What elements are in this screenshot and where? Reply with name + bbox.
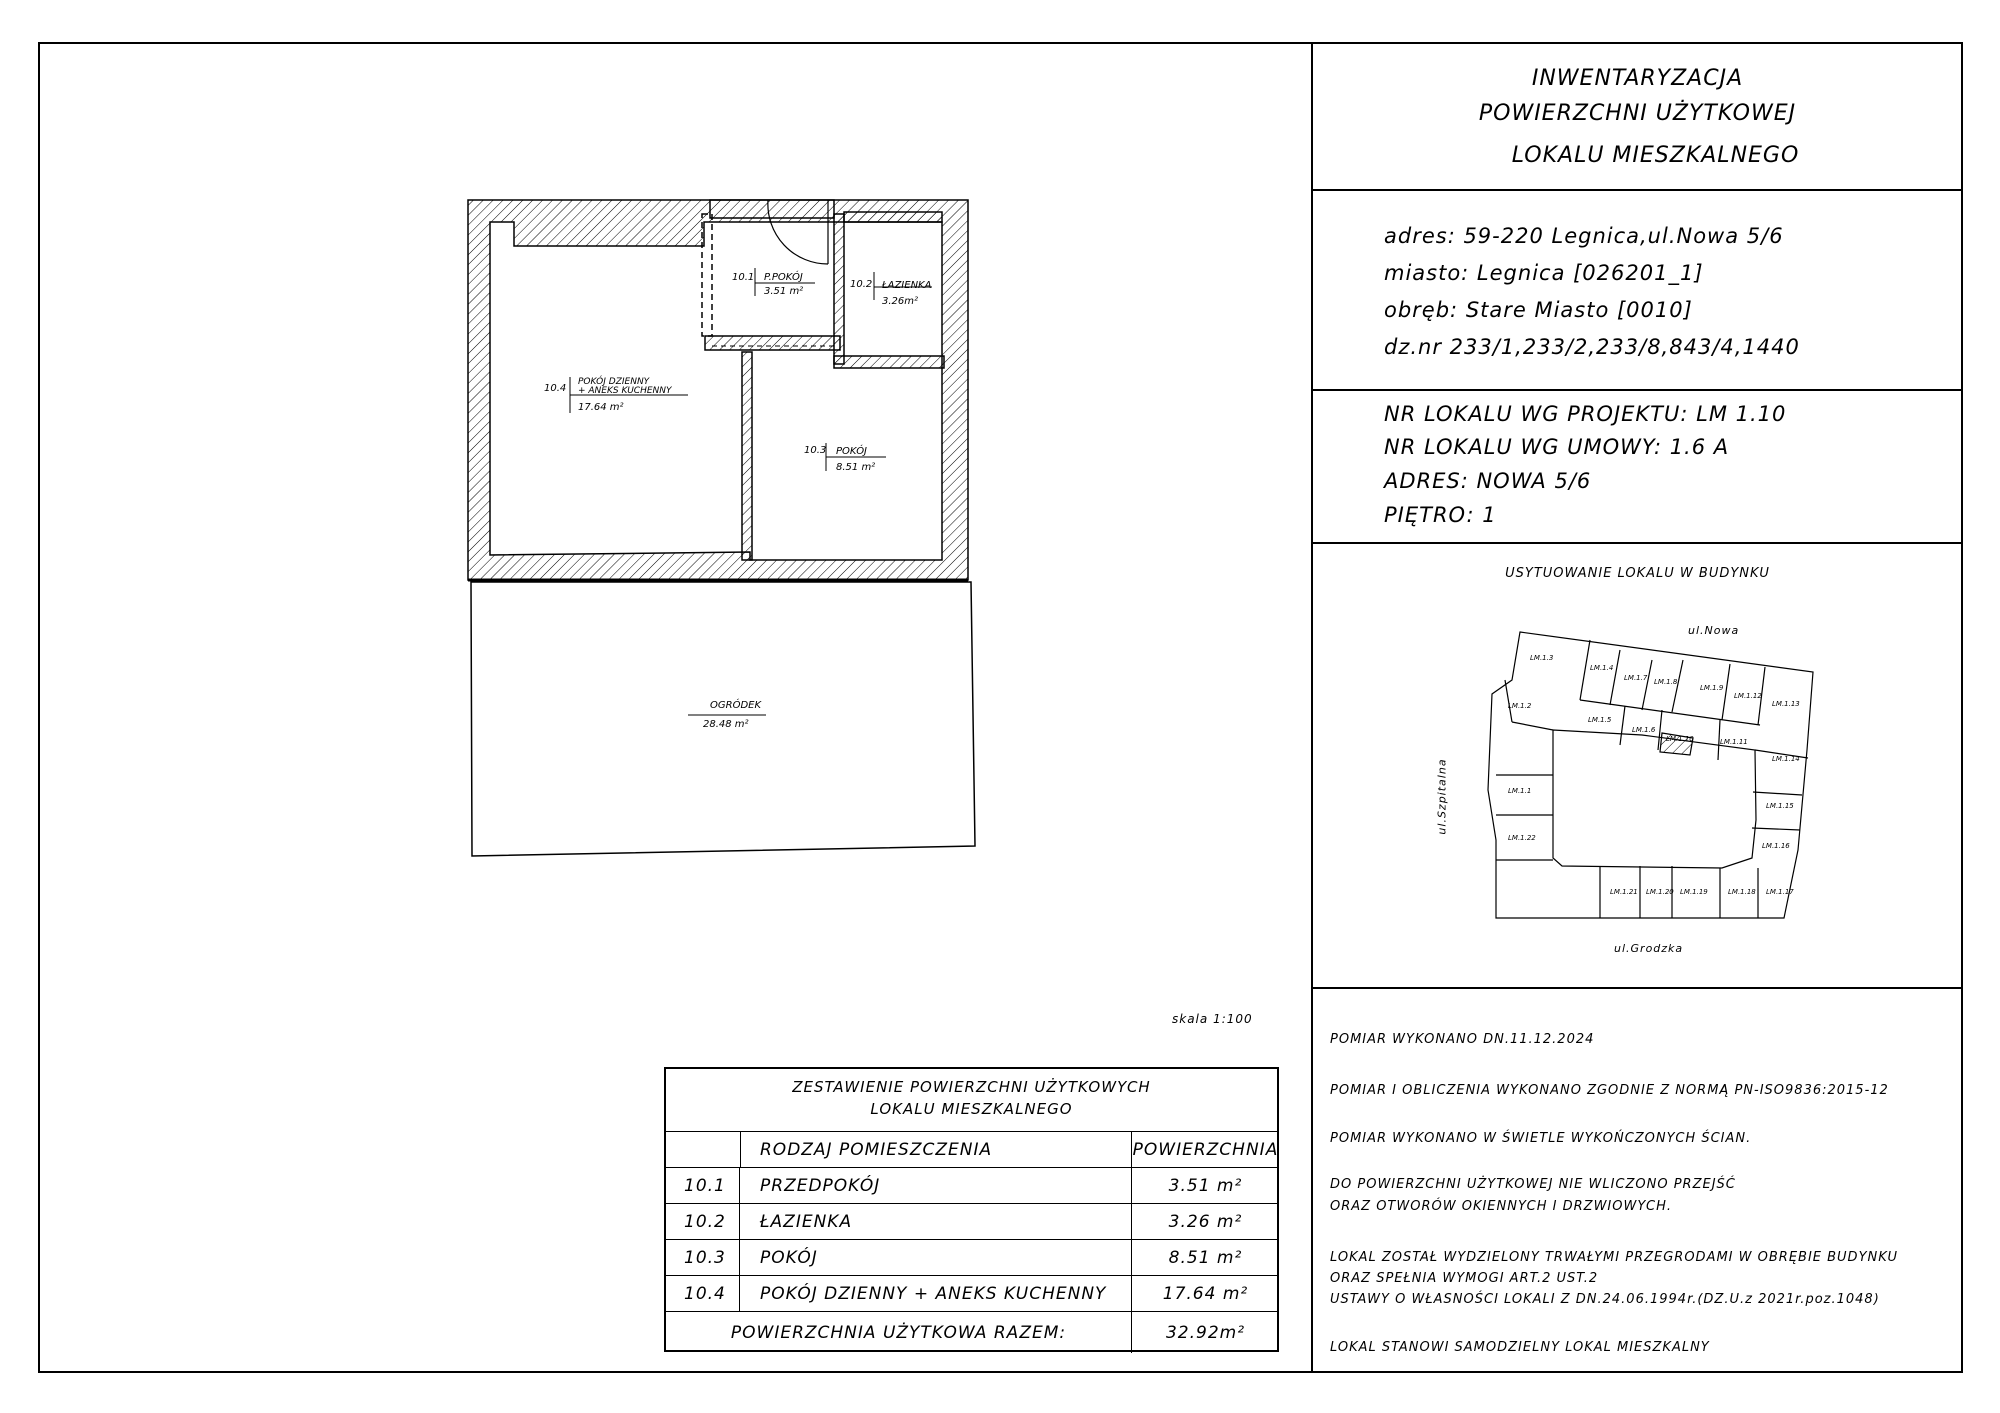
note-5b: ORAZ SPEŁNIA WYMOGI ART.2 UST.2 [1330, 1271, 1599, 1286]
address-dzialki: dz.nr 233/1,233/2,233/8,843/4,1440 [1384, 335, 1800, 359]
note-3: POMIAR WYKONANO W ŚWIETLE WYKOŃCZONYCH ŚCIAN. [1330, 1131, 1752, 1146]
note-4a: DO POWIERZCHNI UŻYTKOWEJ NIE WLICZONO PRZEJŚĆ [1330, 1177, 1736, 1192]
unit-label: LM.1.3 [1530, 654, 1554, 662]
partition-bath-top [844, 212, 942, 222]
summary-title-1: ZESTAWIENIE POWIERZCHNI UŻYTKOWYCH [792, 1078, 1151, 1096]
note-2: POMIAR I OBLICZENIA WYKONANO ZGODNIE Z NORMĄ PN-ISO9836:2015-12 [1330, 1083, 1889, 1098]
unit-adres: ADRES: NOWA 5/6 [1384, 469, 1592, 493]
title-line-2: POWIERZCHNI UŻYTKOWEJ [1478, 101, 1797, 126]
street-top: ul.Nowa [1688, 624, 1740, 637]
room-102-area: 3.26m² [882, 296, 919, 307]
room-103-no: 10.3 [804, 445, 827, 456]
room-104-name1: POKÓJ DZIENNY [578, 377, 650, 387]
summary-table [664, 1067, 1279, 1352]
scale-label: skala 1:100 [1172, 1012, 1253, 1026]
unit-label: LM.1.10 [1666, 735, 1694, 743]
unit-label: LM.1.9 [1700, 684, 1724, 692]
unit-label: LM.1.11 [1720, 738, 1748, 746]
street-bottom: ul.Grodzka [1614, 942, 1684, 955]
summary-col-type: RODZAJ POMIESZCZENIA [740, 1132, 1132, 1168]
partition-101-bottom [705, 336, 840, 350]
summary-row-no: 10.4 [666, 1276, 740, 1312]
summary-row-area: 8.51 m² [1168, 1248, 1243, 1268]
unit-label: LM.1.12 [1734, 692, 1762, 700]
title-line-3: LOKALU MIESZKALNEGO [1511, 143, 1800, 168]
unit-label: LM.1.16 [1762, 842, 1790, 850]
summary-row-area: 17.64 m² [1162, 1284, 1249, 1304]
room-104-area: 17.64 m² [578, 402, 624, 413]
title-line-1: INWENTARYZACJA [1531, 66, 1744, 91]
unit-label: LM.1.19 [1680, 888, 1708, 896]
unit-label: LM.1.1 [1508, 787, 1532, 795]
unit-label: LM.1.6 [1632, 726, 1656, 734]
summary-title-2: LOKALU MIESZKALNEGO [870, 1100, 1073, 1118]
note-5c: USTAWY O WŁASNOŚCI LOKALI Z DN.24.06.1994r.(DZ.U.z 2021r.poz.1048) [1330, 1292, 1880, 1307]
note-4b: ORAZ OTWORÓW OKIENNYCH I DRZWIOWYCH. [1330, 1199, 1673, 1214]
room-104-no: 10.4 [544, 383, 567, 394]
unit-label: LM.1.2 [1508, 702, 1532, 710]
unit-label: LM.1.15 [1766, 802, 1794, 810]
unit-label: LM.1.22 [1508, 834, 1536, 842]
unit-pietro: PIĘTRO: 1 [1384, 503, 1497, 527]
street-left: ul.Szpitalna [1435, 758, 1449, 835]
summary-row-no: 10.2 [666, 1204, 740, 1240]
summary-row [666, 1275, 1277, 1312]
garden-area: 28.48 m² [703, 719, 749, 730]
unit-label: LM.1.13 [1772, 700, 1800, 708]
room-101-no: 10.1 [732, 272, 755, 283]
note-5a: LOKAL ZOSTAŁ WYDZIELONY TRWAŁYMI PRZEGRODAMI W OBRĘBIE BUDYNKU [1330, 1250, 1899, 1265]
summary-row [666, 1239, 1277, 1276]
unit-label: LM.1.5 [1588, 716, 1612, 724]
summary-row-area: 3.51 m² [1168, 1176, 1243, 1196]
outer-walls [468, 200, 968, 580]
summary-row-area: 3.26 m² [1168, 1212, 1243, 1232]
address-adres: adres: 59-220 Legnica,ul.Nowa 5/6 [1384, 224, 1784, 248]
unit-label: LM.1.17 [1766, 888, 1794, 896]
location-heading: USYTUOWANIE LOKALU W BUDYNKU [1505, 566, 1770, 581]
summary-header-row [666, 1131, 1277, 1168]
summary-row-name: POKÓJ DZIENNY + ANEKS KUCHENNY [740, 1276, 1132, 1312]
summary-row [666, 1203, 1277, 1240]
garden-name: OGRÓDEK [710, 700, 762, 711]
address-miasto: miasto: Legnica [026201_1] [1384, 261, 1704, 285]
room-103-name: POKÓJ [836, 446, 868, 457]
summary-row-name: PRZEDPOKÓJ [740, 1168, 1132, 1204]
unit-label: LM.1.20 [1646, 888, 1674, 896]
unit-label: LM.1.8 [1654, 678, 1678, 686]
note-1: POMIAR WYKONANO DN.11.12.2024 [1330, 1032, 1595, 1047]
unit-label: LM.1.18 [1728, 888, 1756, 896]
summary-row-name: ŁAZIENKA [740, 1204, 1132, 1240]
summary-row-no: 10.3 [666, 1240, 740, 1276]
room-101-name: P.POKÓJ [764, 272, 803, 283]
summary-col-area: POWIERZCHNIA [1132, 1140, 1279, 1160]
address-obreb: obręb: Stare Miasto [0010] [1384, 298, 1693, 322]
partition-104-103 [742, 352, 752, 560]
room-104-name2: + ANEKS KUCHENNY [578, 386, 672, 396]
courtyard-outline [1553, 730, 1756, 868]
unit-projekt: NR LOKALU WG PROJEKTU: LM 1.10 [1384, 402, 1787, 426]
summary-row-no: 10.1 [666, 1168, 740, 1204]
partition-bath-bottom [834, 356, 944, 368]
summary-total-area: 32.92m² [1165, 1322, 1246, 1343]
room-102-name: ŁAZIENKA [882, 280, 932, 291]
summary-total-label: POWIERZCHNIA UŻYTKOWA RAZEM: [666, 1312, 1132, 1353]
unit-label: LM.1.4 [1590, 664, 1614, 672]
unit-label: LM.1.21 [1610, 888, 1638, 896]
note-6: LOKAL STANOWI SAMODZIELNY LOKAL MIESZKALNY [1330, 1340, 1710, 1355]
unit-umowa: NR LOKALU WG UMOWY: 1.6 A [1384, 435, 1730, 459]
room-102-no: 10.2 [850, 279, 873, 290]
summary-total-row [666, 1311, 1277, 1353]
room-101-area: 3.51 m² [764, 286, 804, 297]
unit-label: LM.1.14 [1772, 755, 1800, 763]
location-plan [1488, 632, 1813, 918]
summary-row [666, 1167, 1277, 1204]
unit-label: LM.1.7 [1624, 674, 1648, 682]
room-103-area: 8.51 m² [836, 462, 876, 473]
summary-row-name: POKÓJ [740, 1240, 1132, 1276]
